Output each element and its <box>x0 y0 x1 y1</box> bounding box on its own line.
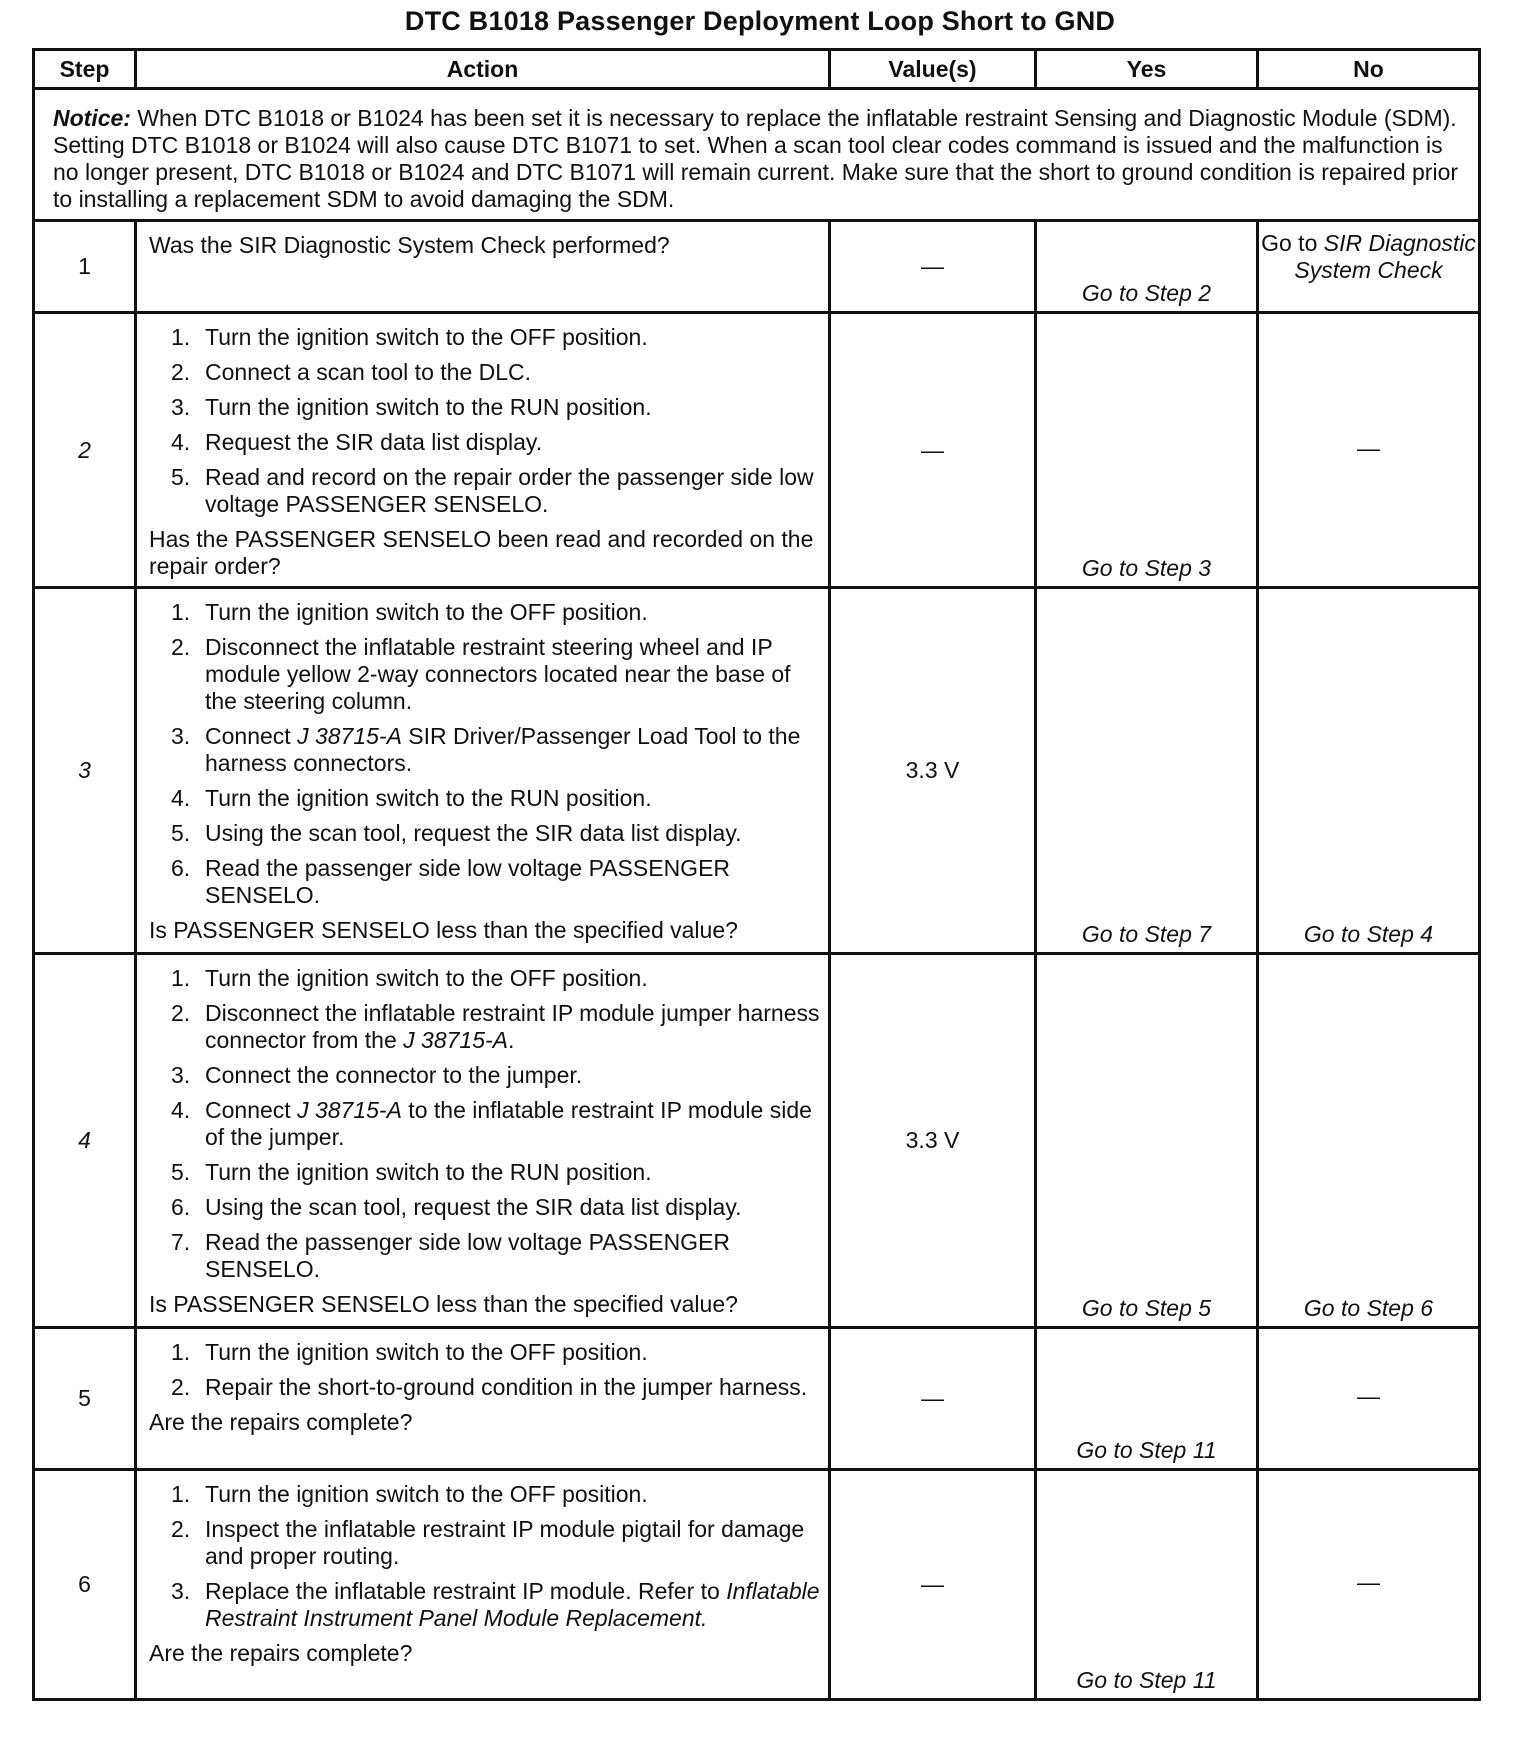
action-item: 1. Turn the ignition switch to the OFF position. <box>171 1339 648 1365</box>
tool-reference: J 38715-A <box>403 1027 509 1053</box>
procedure-reference: Inflatable Restraint Instrument Panel Module Replacement. <box>205 1578 820 1631</box>
action-cell <box>136 313 830 588</box>
tool-reference: J 38715-A <box>297 1097 402 1123</box>
action-cell <box>136 221 830 313</box>
step-question: Is PASSENGER SENSELO less than the specified value? <box>149 1291 738 1317</box>
yes-link[interactable]: Go to Step 7 <box>1036 588 1258 954</box>
value-cell: 3.3 V <box>830 954 1036 1328</box>
yes-link[interactable]: Go to Step 11 <box>1036 1470 1258 1700</box>
step-question: Has the PASSENGER SENSELO been read and recorded on the repair order? <box>149 526 814 579</box>
diagnostic-table <box>32 48 1481 1701</box>
action-item: 2. Connect a scan tool to the DLC. <box>171 359 532 385</box>
action-list <box>149 599 820 909</box>
action-cell <box>136 1328 830 1470</box>
action-item: 3. Turn the ignition switch to the RUN position. <box>171 394 652 420</box>
value-cell: — <box>830 313 1036 588</box>
action-cell <box>136 954 830 1328</box>
yes-link[interactable]: Go to Step 2 <box>1036 221 1258 313</box>
header-action: Action <box>136 50 830 89</box>
action-item: 4. Turn the ignition switch to the RUN position. <box>171 785 652 811</box>
table-row <box>34 221 1480 313</box>
value-cell: — <box>830 1470 1036 1700</box>
no-cell: — <box>1258 1328 1480 1470</box>
action-item: 2. Disconnect the inflatable restraint steering wheel and IP module yellow 2-way connectors located near the base of the steering column. <box>171 634 791 714</box>
action-cell <box>136 1470 830 1700</box>
notice-label: Notice: <box>53 105 131 131</box>
yes-link[interactable]: Go to Step 5 <box>1036 954 1258 1328</box>
action-item: 7. Read the passenger side low voltage PASSENGER SENSELO. <box>171 1229 731 1282</box>
action-item: 4. Request the SIR data list display. <box>171 429 543 455</box>
no-link-reference: SIR Diagnostic System Check <box>1294 230 1476 283</box>
notice-text: When DTC B1018 or B1024 has been set it is necessary to replace the inflatable restraint Sensing and Diagnostic Module (SDM). Setting DTC B1018 or B1024 will also cause DTC B1071 to set. When a scan tool clear codes command is issued and the malfunction is no longer present, DTC B1018 or B1024 and DTC B1071 will remain current. Make sure that the short to ground condition is repaired prior to installing a replacement SDM to avoid damaging the SDM. <box>53 105 1459 212</box>
action-item: 5. Read and record on the repair order the passenger side low voltage PASSENGER SENSELO. <box>171 464 814 517</box>
action-list <box>149 965 820 1283</box>
action-item: 1. Turn the ignition switch to the OFF position. <box>171 1481 648 1507</box>
table-row <box>34 1470 1480 1700</box>
step-number: 6 <box>34 1470 136 1700</box>
action-item: 3. Replace the inflatable restraint IP module. Refer to Inflatable Restraint Instrument Panel Module Replacement. <box>171 1578 820 1631</box>
action-item: 6. Using the scan tool, request the SIR data list display. <box>171 1194 742 1220</box>
step-number: 3 <box>34 588 136 954</box>
action-item: 2. Repair the short-to-ground condition in the jumper harness. <box>171 1374 808 1400</box>
no-cell: — <box>1258 313 1480 588</box>
table-row <box>34 1328 1480 1470</box>
no-link[interactable] <box>1258 221 1480 313</box>
step-number: 5 <box>34 1328 136 1470</box>
action-list <box>149 1481 820 1632</box>
step-question: Are the repairs complete? <box>149 1409 413 1435</box>
action-item: 6. Read the passenger side low voltage PASSENGER SENSELO. <box>171 855 731 908</box>
header-step: Step <box>34 50 136 89</box>
action-item: 2. Inspect the inflatable restraint IP module pigtail for damage and proper routing. <box>171 1516 805 1569</box>
tool-reference: J 38715-A <box>297 723 402 749</box>
action-item: 4. Connect J 38715-A to the inflatable restraint IP module side of the jumper. <box>171 1097 812 1150</box>
page-title: DTC B1018 Passenger Deployment Loop Short to GND <box>404 6 1116 36</box>
step-number: 4 <box>34 954 136 1328</box>
action-cell <box>136 588 830 954</box>
step-question: Are the repairs complete? <box>149 1640 413 1666</box>
action-item: 2. Disconnect the inflatable restraint IP module jumper harness connector from the J 38715-A. <box>171 1000 820 1053</box>
action-item: 3. Connect the connector to the jumper. <box>171 1062 583 1088</box>
no-link-prefix: Go to <box>1261 230 1324 256</box>
action-item: 5. Using the scan tool, request the SIR data list display. <box>171 820 742 846</box>
action-item: 1. Turn the ignition switch to the OFF position. <box>171 965 648 991</box>
value-cell: 3.3 V <box>830 588 1036 954</box>
notice-row <box>34 89 1480 221</box>
step-number: 2 <box>34 313 136 588</box>
yes-link[interactable]: Go to Step 3 <box>1036 313 1258 588</box>
table-row <box>34 313 1480 588</box>
no-cell: — <box>1258 1470 1480 1700</box>
value-cell: — <box>830 1328 1036 1470</box>
no-link[interactable]: Go to Step 4 <box>1258 588 1480 954</box>
action-list <box>149 1339 820 1401</box>
header-no: No <box>1258 50 1480 89</box>
no-link[interactable]: Go to Step 6 <box>1258 954 1480 1328</box>
step-question: Is PASSENGER SENSELO less than the specified value? <box>149 917 738 943</box>
action-item: 1. Turn the ignition switch to the OFF position. <box>171 324 648 350</box>
step-question: Was the SIR Diagnostic System Check performed? <box>149 232 670 258</box>
value-cell: — <box>830 221 1036 313</box>
action-item: 5. Turn the ignition switch to the RUN position. <box>171 1159 652 1185</box>
step-number: 1 <box>34 221 136 313</box>
yes-link[interactable]: Go to Step 11 <box>1036 1328 1258 1470</box>
action-list <box>149 324 820 518</box>
header-row <box>34 50 1480 89</box>
table-row <box>34 588 1480 954</box>
table-row <box>34 954 1480 1328</box>
header-yes: Yes <box>1036 50 1258 89</box>
header-values: Value(s) <box>830 50 1036 89</box>
action-item: 3. Connect J 38715-A SIR Driver/Passenger Load Tool to the harness connectors. <box>171 723 801 776</box>
notice <box>34 89 1480 221</box>
action-item: 1. Turn the ignition switch to the OFF position. <box>171 599 648 625</box>
